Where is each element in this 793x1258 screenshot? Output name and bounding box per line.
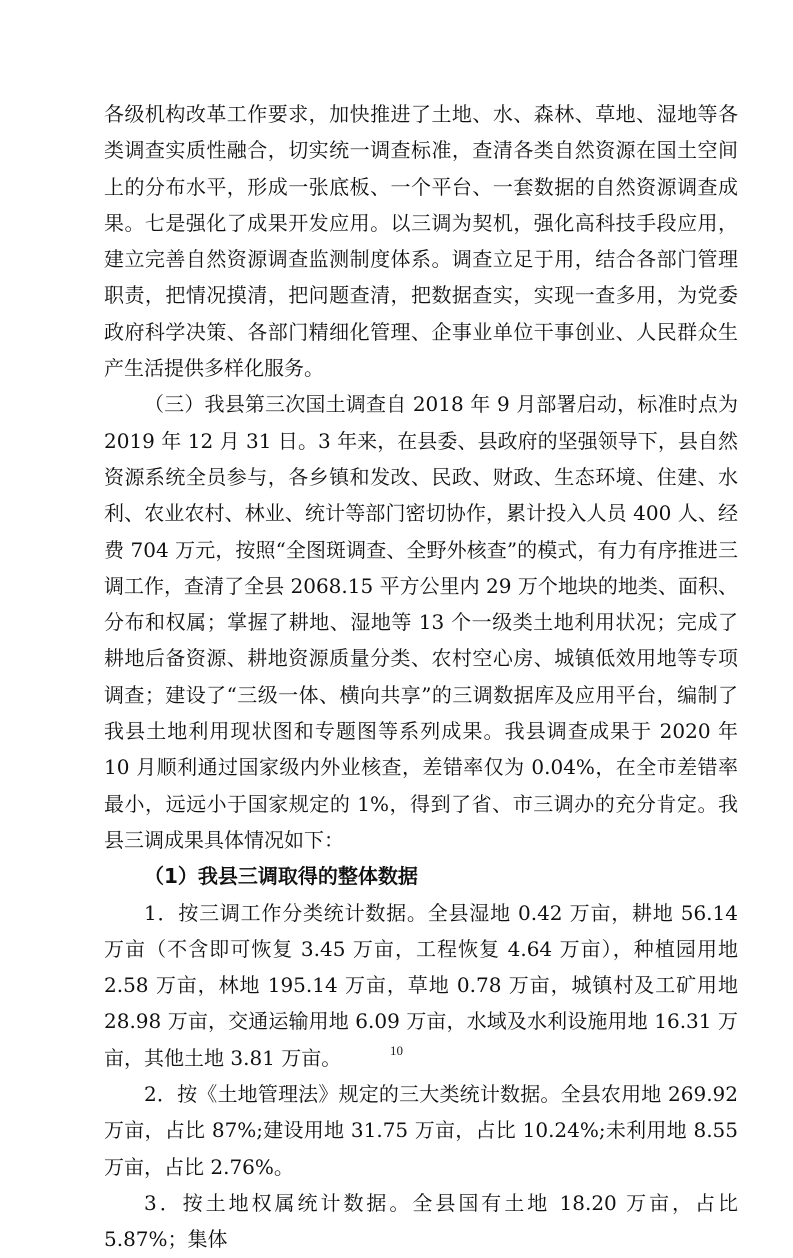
paragraph-item-2: 2．按《土地管理法》规定的三大类统计数据。全县农用地 269.92 万亩，占比 87%;建设用地 31.75 万亩，占比 10.24%;未利用地 8.55 万亩，占比 2.76%。 (104, 1082, 738, 1179)
paragraph-item-1: 1．按三调工作分类统计数据。全县湿地 0.42 万亩，耕地 56.14 万亩（不含即可恢复 3.45 万亩，工程恢复 4.64 万亩），种植园用地 2.58 万亩，林地 195.14 万亩，草地 0.78 万亩，城镇村及工矿用地 28.98 万亩，交通运输用地 6.09 万亩，水域及水利设施用地 16.31 万亩，其他土地 3.81 万亩。 (104, 900, 738, 1070)
paragraph-continuation: 各级机构改革工作要求，加快推进了土地、水、森林、草地、湿地等各类调查实质性融合，切实统一调查标准，查清各类自然资源在国土空间上的分布水平，形成一张底板、一个平台、一套数据的自然资源调查成果。七是强化了成果开发应用。以三调为契机，强化高科技手段应用，建立完善自然资源调查监测制度体系。调查立足于用，结合各部门管理职责，把情况摸清，把问题查清，把数据查实，实现一查多用，为党委政府科学决策、各部门精细化管理、企事业单位干事创业、人民群众生产生活提供多样化服务。 (104, 102, 738, 381)
paragraph-item-3: 3．按土地权属统计数据。全县国有土地 18.20 万亩，占比 5.87%；集体 (104, 1190, 738, 1252)
body-text (104, 96, 738, 1258)
paragraph-section-three: （三）我县第三次国土调查自 2018 年 9 月部署启动，标准时点为 2019 年 12 月 31 日。3 年来，在县委、县政府的坚强领导下，县自然资源系统全员参与，各乡镇和发改、民政、财政、生态环境、住建、水利、农业农村、林业、统计等部门密切协作，累计投入人员 400 人、经费 704 万元，按照“全图斑调查、全野外核查”的模式，有力有序推进三调工作，查清了全县 2068.15 平方公里内 29 万个地块的地类、面积、分布和权属；掌握了耕地、湿地等 13 个一级类土地利用状况；完成了耕地后备资源、耕地资源质量分类、农村空心房、城镇低效用地等专项调查；建设了“三级一体、横向共享”的三调数据库及应用平台，编制了我县土地利用现状图和专题图等系列成果。我县调查成果于 2020 年 10 月顺利通过国家级内外业核查，差错率仅为 0.04%，在全市差错率最小，远远小于国家规定的 1%，得到了省、市三调办的充分肯定。我县三调成果具体情况如下： (104, 392, 738, 852)
subsection-heading: （1）我县三调取得的整体数据 (144, 864, 418, 889)
page-number: 10 (390, 1043, 403, 1058)
